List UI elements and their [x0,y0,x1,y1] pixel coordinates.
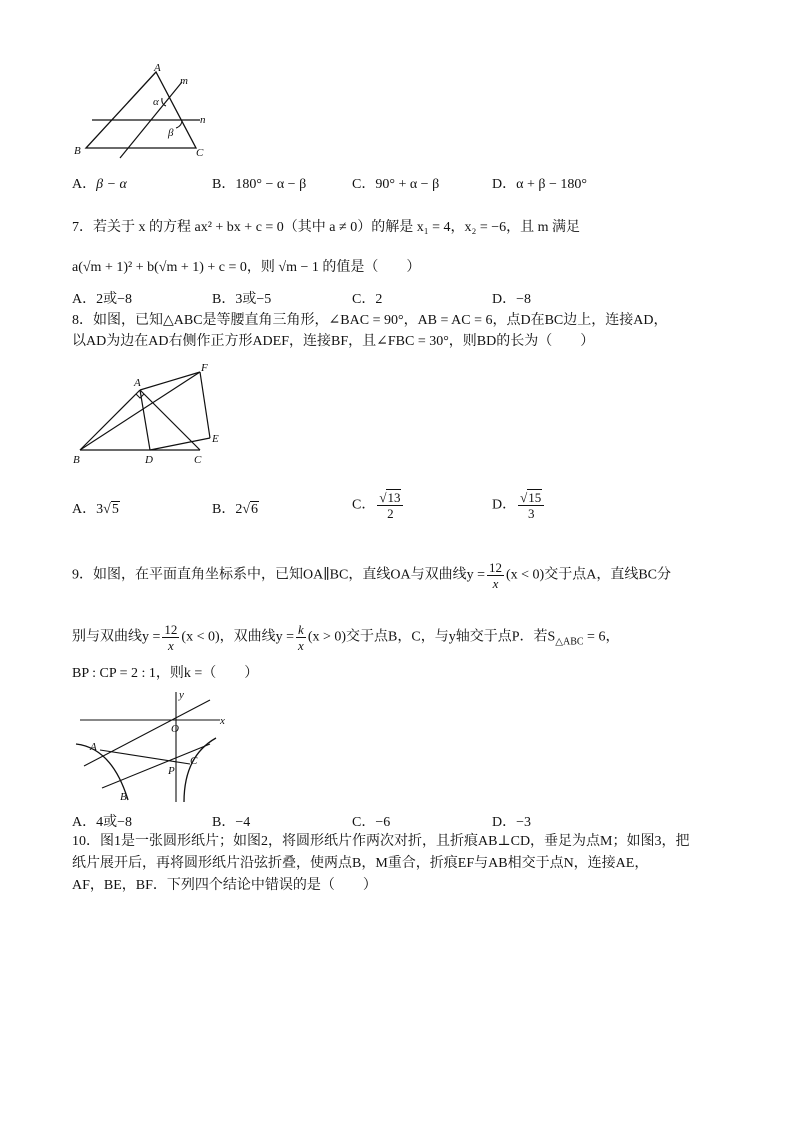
q9-option-a [72,813,132,833]
option-text: 180° − α − β [235,177,307,192]
option-text: 4或−8 [96,815,133,830]
q8-line-1: 8．如图，已知△ABC是等腰直角三角形，∠BAC = 90°，AB = AC = 6，点D在BC边上，连接AD， [72,313,668,328]
q9-option-b [212,813,250,833]
q6-option-c [352,175,439,195]
label-p: P [168,765,175,777]
q6-option-a [72,175,127,195]
option-letter: B． [212,292,236,307]
q7-option-c [352,290,382,310]
q9-line-2 [72,622,619,653]
option-letter: D． [492,497,517,513]
option-letter: A． [72,815,97,830]
q8-line-2: 以AD为边在AD右侧作正方形ADEF，连接BF，且∠FBC = 30°，则BD的长为（ ） [72,334,595,349]
label-e: E [212,433,219,445]
fraction [296,622,306,653]
label-d: D [145,454,153,466]
q8-option-b: B．2√6 [212,502,259,517]
segment-af [140,372,200,390]
label-beta: β [168,127,174,139]
label-b: B [120,791,127,803]
segment-ed [150,438,210,450]
option-letter: C． [352,177,376,192]
q9-option-c [352,813,390,833]
text-segment: (x > 0)交于点B，C，与y轴交于点P．若S [307,629,556,645]
fraction-denominator: x [492,576,499,591]
q8-option-c [352,490,405,521]
q7-line-2: a(√m + 1)² + b(√m + 1) + c = 0，则 √m − 1 的值是（ ） [72,260,421,275]
option-letter: B． [212,815,236,830]
option-letter: A． [72,292,97,307]
label-alpha: α [153,96,159,108]
label-x: x [220,715,225,727]
text-segment: (x < 0)，双曲线y = [181,629,295,645]
q7-option-d [492,290,531,310]
option-radicand: 6 [251,502,259,517]
label-b: B [73,454,80,466]
option-letter: D． [492,177,517,192]
q9-line-1 [72,560,671,591]
q10-line-3: AF，BE，BF．下列四个结论中错误的是（ ） [72,878,377,893]
label-c: C [190,755,198,767]
option-letter: A． [72,502,97,517]
option-letter: B． [212,177,236,192]
option-text: −8 [516,292,532,307]
label-a: A [134,377,141,389]
label-n: n [200,114,206,126]
segment-fe [200,372,210,438]
fraction-numerator: 15 [528,490,542,505]
q6-option-b [212,175,306,195]
text-segment: 别与双曲线y = [72,629,161,645]
label-f: F [201,362,208,374]
q10-line-1: 10．图1是一张圆形纸片；如图2，将圆形纸片作两次对折，且折痕AB⊥CD，垂足为点M；如图3，把 [72,834,690,849]
option-text: −4 [235,815,251,830]
option-text: 3或−5 [235,292,272,307]
q6-option-d [492,175,587,195]
q8-option-d [492,490,546,521]
label-a: A [90,741,97,753]
option-letter: D． [492,292,517,307]
fraction-denominator: x [298,638,304,653]
fraction: $\frac{√13}{2}$ [377,490,403,521]
fraction-denominator: 3 [527,506,535,521]
option-text: 2 [375,292,383,307]
option-letter: C． [352,292,376,307]
subscript: △ABC [555,636,584,648]
q9-figure [72,688,232,806]
label-m: m [180,75,188,87]
label-a: A [154,62,161,74]
option-letter: C． [352,497,376,513]
option-radicand: 5 [111,502,119,517]
q10-line-2: 纸片展开后，再将圆形纸片沿弦折叠，使两点B，M重合，折痕EF与AB相交于点N，连接AE， [72,856,649,871]
option-text: −3 [516,815,532,830]
option-coefficient: 2 [235,502,243,517]
q8-option-a: A．3√5 [72,502,119,517]
q9-option-d [492,813,531,833]
label-c: C [196,147,204,159]
option-letter: D． [492,815,517,830]
q8-figure [70,362,230,466]
label-c: C [194,454,202,466]
text-segment: = 6， [583,629,620,645]
fraction-numerator: 13 [387,490,401,505]
fraction: $\frac{√15}{3}$ [518,490,544,521]
fraction-numerator: 12 [164,622,178,637]
fraction-numerator: 12 [488,560,502,575]
q7-line-1: 7．若关于 x 的方程 ax² + bx + c = 0（其中 a ≠ 0）的解是 x₁ = 4，x₂ = −6，且 m 满足 [72,220,581,235]
label-y: y [179,689,184,701]
option-letter: B． [212,502,236,517]
fraction-denominator: x [168,638,174,653]
option-text: α + β − 180° [516,177,587,192]
option-coefficient: 3 [96,502,104,517]
q7-option-b [212,290,271,310]
q6-figure [70,62,220,162]
q9-line-3: BP : CP = 2 : 1，则k =（ ） [72,666,259,681]
option-text: 90° + α − β [375,177,440,192]
q7-option-a [72,290,132,310]
option-text: β − α [96,177,127,192]
option-letter: C． [352,815,376,830]
text-segment: 9．如图，在平面直角坐标系中，已知OA∥BC，直线OA与双曲线y = [72,567,485,583]
fraction [162,622,179,653]
label-b: B [74,145,81,157]
fraction-denominator: 2 [387,506,394,521]
right-angle-mark [136,394,144,398]
option-letter: A． [72,177,97,192]
label-o: O [171,723,179,735]
text-segment: (x < 0)交于点A，直线BC分 [505,567,671,583]
fraction-numerator: k [298,622,304,637]
option-text: 2或−8 [96,292,133,307]
angle-beta-arc [176,120,182,128]
fraction [487,560,504,591]
option-text: −6 [375,815,391,830]
segment-ab [80,390,140,450]
